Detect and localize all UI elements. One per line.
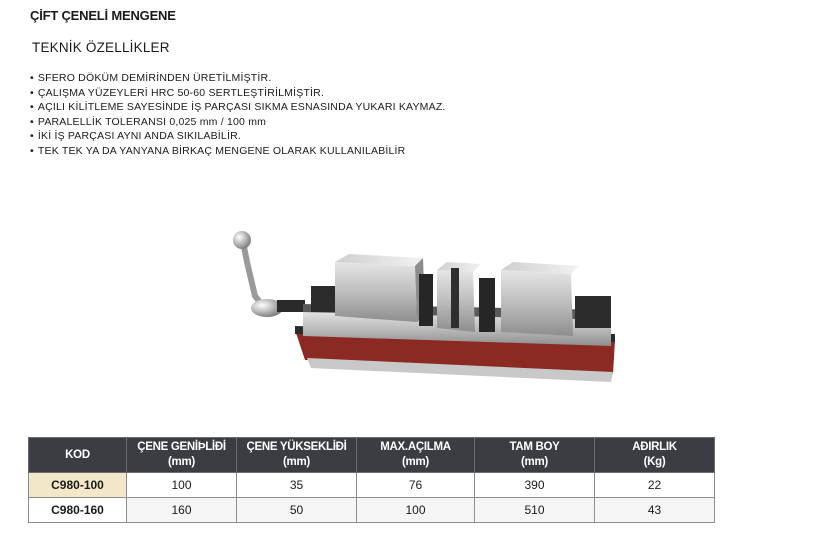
handle-crank [233, 231, 305, 317]
column-header-total-length: TAM BOY (mm) [475, 438, 595, 473]
table-row [29, 498, 715, 523]
cell-total-length: 390 [475, 473, 595, 498]
cell-jaw-height: 35 [237, 473, 357, 498]
table-row [29, 473, 715, 498]
page-title: ÇİFT ÇENELİ MENGENE [30, 8, 176, 23]
cell-jaw-width: 160 [127, 498, 237, 523]
double-vise-image [225, 222, 620, 390]
column-header-jaw-width: ÇENE GENİÞLİĐİ (mm) [127, 438, 237, 473]
table-header-row [29, 438, 715, 473]
cell-code: C980-100 [29, 473, 127, 498]
feature-item: • PARALELLİK TOLERANSI 0,025 mm / 100 mm [30, 115, 446, 130]
spec-table [28, 437, 715, 523]
column-header-weight: AĐIRLIK (Kg) [595, 438, 715, 473]
column-header-max-opening: MAX.AÇILMA (mm) [357, 438, 475, 473]
cell-max-opening: 100 [357, 498, 475, 523]
cell-weight: 43 [595, 498, 715, 523]
feature-item: • TEK TEK YA DA YANYANA BİRKAÇ MENGENE OLARAK KULLANILABİLİR [30, 144, 446, 159]
jaw-block [501, 270, 573, 336]
column-header-code: KOD [29, 438, 127, 473]
section-subtitle: TEKNİK ÖZELLİKLER [32, 40, 170, 55]
cell-total-length: 510 [475, 498, 595, 523]
cell-weight: 22 [595, 473, 715, 498]
cell-jaw-height: 50 [237, 498, 357, 523]
column-header-jaw-height: ÇENE YÜKSEKLİĐİ (mm) [237, 438, 357, 473]
feature-item: • ÇALIŞMA YÜZEYLERİ HRC 50-60 SERTLEŞTİRİLMİŞTİR. [30, 86, 446, 101]
feature-item: • AÇILI KİLİTLEME SAYESİNDE İŞ PARÇASI SIKMA ESNASINDA YUKARI KAYMAZ. [30, 100, 446, 115]
feature-list [30, 71, 446, 158]
feature-item: • İKİ İŞ PARÇASI AYNI ANDA SIKILABİLİR. [30, 129, 446, 144]
feature-item: • SFERO DÖKÜM DEMİRİNDEN ÜRETİLMİŞTİR. [30, 71, 446, 86]
cell-jaw-width: 100 [127, 473, 237, 498]
jaw-block [335, 262, 417, 322]
cell-max-opening: 76 [357, 473, 475, 498]
cell-code: C980-160 [29, 498, 127, 523]
